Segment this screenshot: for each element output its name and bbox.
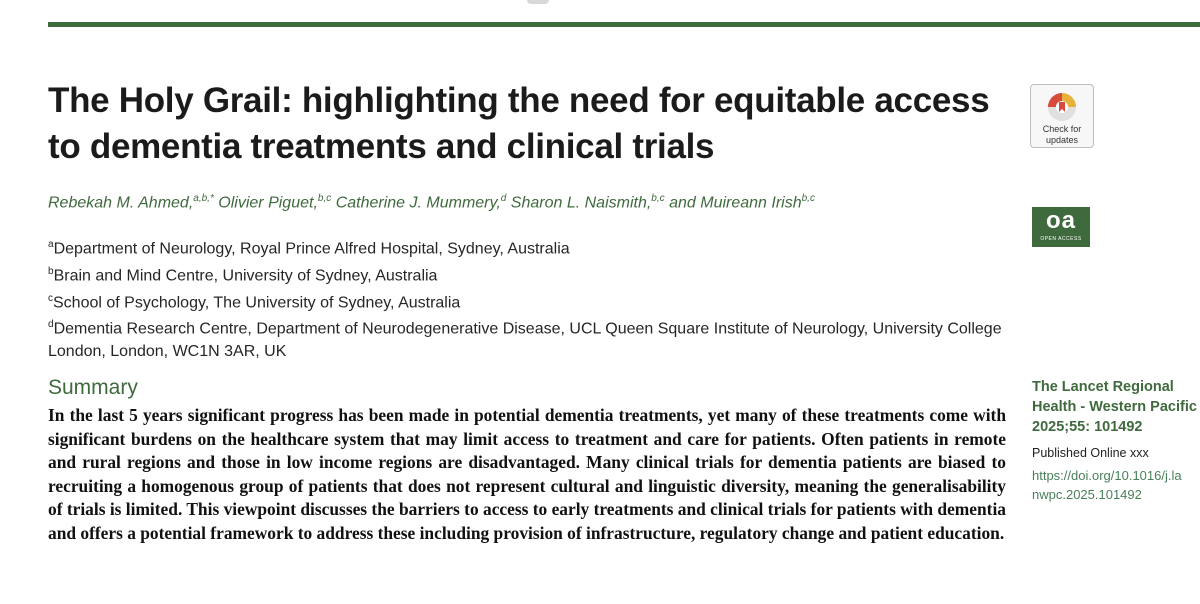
- affiliation-text: Department of Neurology, Royal Prince Alfred Hospital, Sydney, Australia: [53, 240, 570, 258]
- affiliation-list: [48, 234, 1028, 364]
- author-affiliation-mark: b,c: [317, 193, 332, 204]
- check-for-updates-icon: [1046, 91, 1078, 123]
- check-for-updates-label-2: updates: [1045, 135, 1079, 145]
- check-for-updates-button[interactable]: [1030, 84, 1094, 148]
- published-online: Published Online xxx: [1032, 446, 1149, 460]
- summary-text: In the last 5 years significant progress has been made in potential dementia treatments, yet many of these treatments come with significant burdens on the healthcare system that may limit access to treatment and care for patients. Often patients in remote and rural regions and those in low income regions are disadvantaged. Many clinical trials for dementia patients are biased to recruiting a homogenous group of patients that does not represent cultural and linguistic diversity, meaning the generalisability of trials is limited. This viewpoint discusses the barriers to access to early treatments and clinical trials for patients with dementia and offers a potential framework to address these including provision of infrastructure, regulatory change and patient education.: [48, 405, 1006, 543]
- journal-citation: The Lancet Regional Health - Western Pacific 2025;55: 101492: [1032, 379, 1197, 435]
- author-affiliation-mark: b,c: [651, 193, 665, 204]
- author-name[interactable]: Olivier Piguet,: [218, 194, 318, 212]
- open-access-label: OPEN ACCESS: [1040, 236, 1082, 242]
- article-title: The Holy Grail: highlighting the need for equitable access to dementia treatments and clinical trials: [48, 81, 990, 166]
- author-name[interactable]: Catherine J. Mummery,: [335, 194, 501, 212]
- doi-link[interactable]: https://doi.org/10.1016/j.lanwpc.2025.101492: [1032, 468, 1182, 502]
- affiliation-item: [48, 261, 1028, 288]
- author-affiliation-mark: b,c: [801, 193, 815, 204]
- affiliation-mark: a: [48, 239, 54, 250]
- affiliation-item: [48, 314, 1028, 363]
- header-rule: [48, 22, 1200, 27]
- author-affiliation-mark: d: [500, 193, 507, 204]
- open-access-badge: [1032, 207, 1090, 247]
- affiliation-text: Brain and Mind Centre, University of Sydney, Australia: [53, 267, 438, 285]
- affiliation-item: [48, 234, 1028, 261]
- author-list: [48, 188, 1008, 214]
- author-name[interactable]: Sharon L. Naismith,: [510, 194, 652, 212]
- check-for-updates-label: Check for: [1042, 124, 1082, 134]
- affiliation-item: [48, 288, 1028, 315]
- affiliation-mark: d: [48, 319, 54, 331]
- affiliation-text: School of Psychology, The University of Sydney, Australia: [53, 293, 461, 311]
- affiliation-mark: c: [48, 292, 53, 304]
- affiliation-mark: b: [48, 265, 54, 277]
- open-access-logo: oa: [1045, 207, 1076, 234]
- author-name[interactable]: and Muireann Irish: [669, 194, 802, 212]
- author-affiliation-mark: a,b,*: [193, 193, 214, 204]
- summary-heading: Summary: [48, 376, 138, 399]
- top-tab-nub: [527, 0, 549, 4]
- author-name[interactable]: Rebekah M. Ahmed,: [48, 194, 194, 212]
- affiliation-text: Dementia Research Centre, Department of Neurodegenerative Disease, UCL Queen Square Institute of Neurology, University College London, London, WC1N 3AR, UK: [48, 320, 1002, 361]
